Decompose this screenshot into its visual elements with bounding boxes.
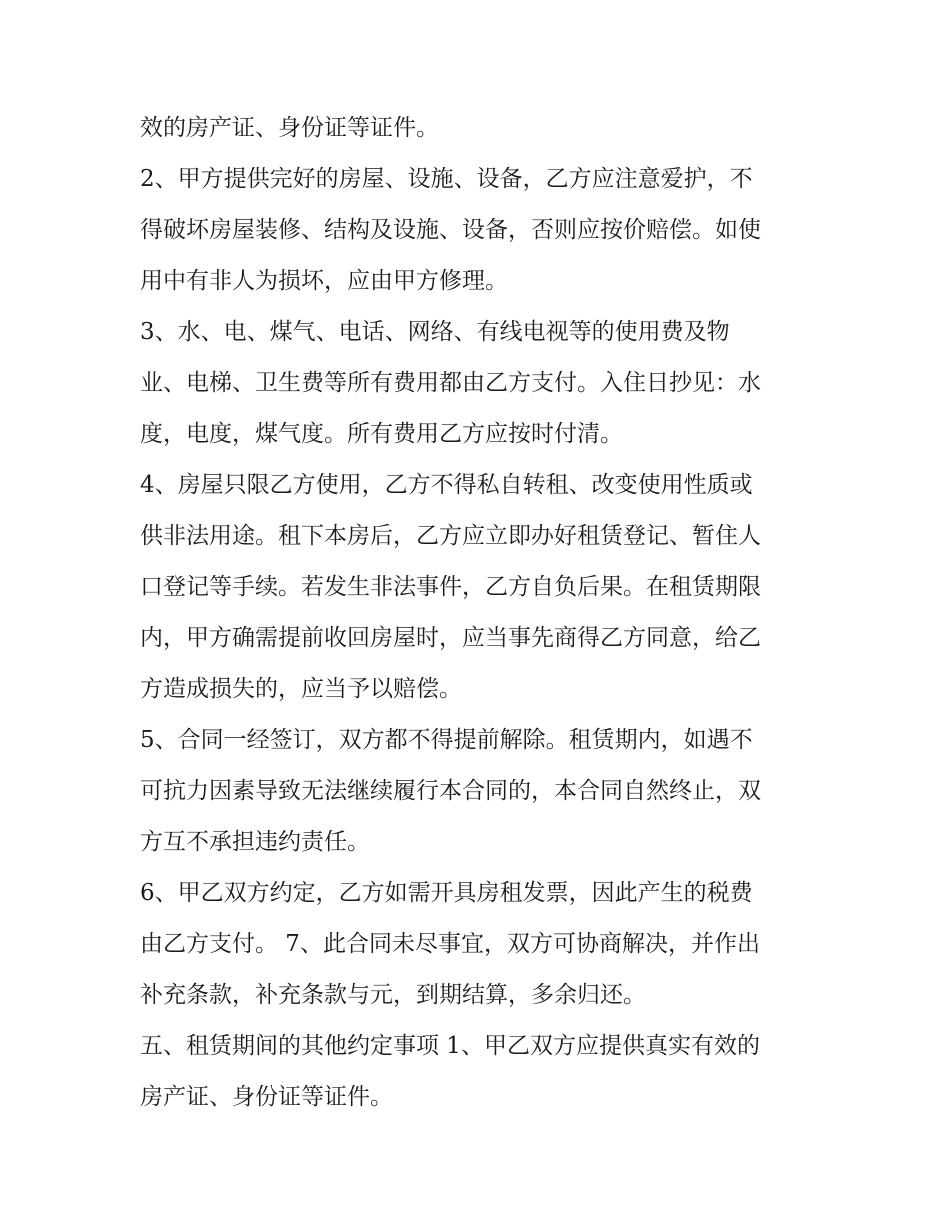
text-line: 5、合同一经签订，双方都不得提前解除。租赁期内，如遇不 <box>140 727 753 753</box>
text-line: 由乙方支付。 7、此合同未尽事宜，双方可协商解决，并作出 <box>140 931 760 957</box>
text-line: 供非法用途。租下本房后，乙方应立即办好租赁登记、暂住人 <box>140 523 761 549</box>
text-line: 得破坏房屋装修、结构及设施、设备，否则应按价赔偿。如使 <box>140 217 761 243</box>
text-line: 方互不承担违约责任。 <box>140 829 370 855</box>
text-line: 方造成损失的，应当予以赔偿。 <box>140 676 462 702</box>
text-line: 2、甲方提供完好的房屋、设施、设备，乙方应注意爱护，不 <box>140 166 753 192</box>
text-line: 补充条款，补充条款与元，到期结算，多余归还。 <box>140 982 646 1008</box>
text-line: 口登记等手续。若发生非法事件，乙方自负后果。在租赁期限 <box>140 574 761 600</box>
document-body <box>140 103 812 1123</box>
text-line: 效的房产证、身份证等证件。 <box>140 115 439 141</box>
text-line: 3、水、电、煤气、电话、网络、有线电视等的使用费及物 <box>140 319 730 345</box>
text-line: 五、租赁期间的其他约定事项 1、甲乙双方应提供真实有效的 <box>140 1033 760 1059</box>
text-line: 用中有非人为损坏，应由甲方修理。 <box>140 268 508 294</box>
text-line: 6、甲乙双方约定，乙方如需开具房租发票，因此产生的税费 <box>140 880 753 906</box>
text-line: 度，电度，煤气度。所有费用乙方应按时付清。 <box>140 421 623 447</box>
text-line: 可抗力因素导致无法继续履行本合同的，本合同自然终止，双 <box>140 778 761 804</box>
text-line: 内，甲方确需提前收回房屋时，应当事先商得乙方同意，给乙 <box>140 625 761 651</box>
text-line: 4、房屋只限乙方使用，乙方不得私自转租、改变使用性质或 <box>140 472 753 498</box>
text-line: 房产证、身份证等证件。 <box>140 1084 393 1110</box>
text-line: 业、电梯、卫生费等所有费用都由乙方支付。入住日抄见：水 <box>140 370 761 396</box>
